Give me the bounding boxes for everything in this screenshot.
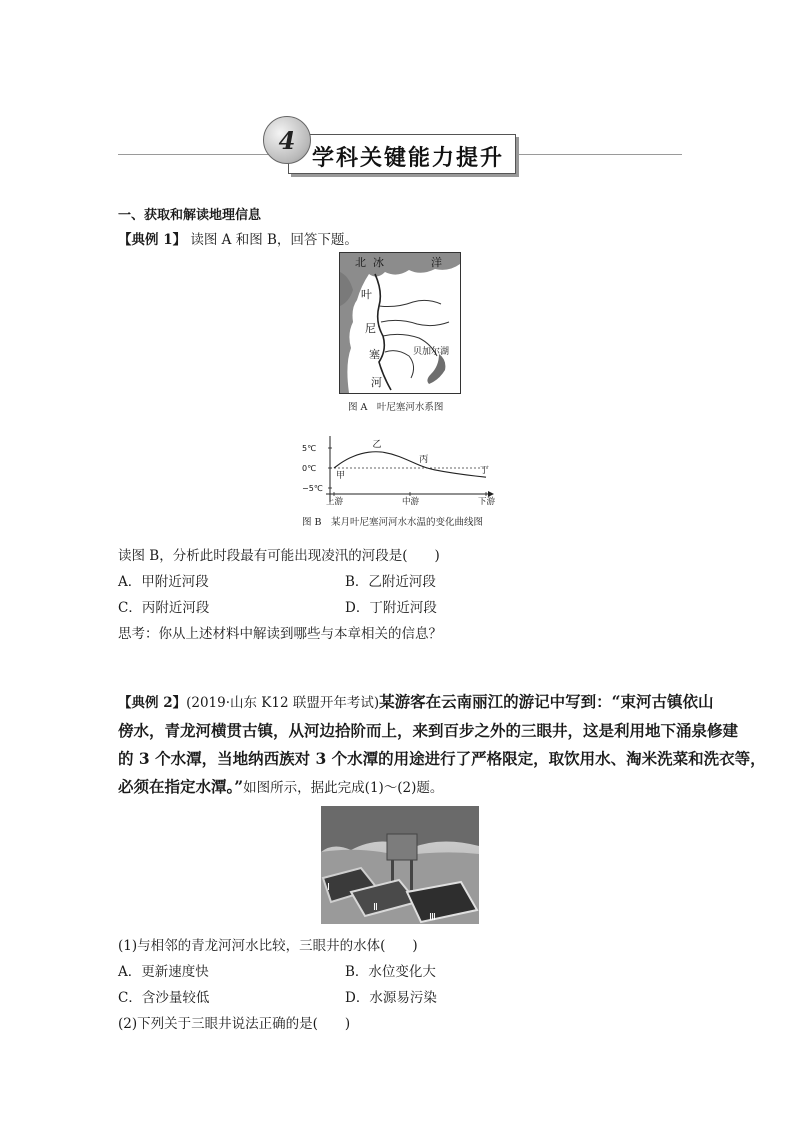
- photo-label-3: Ⅲ: [429, 912, 436, 923]
- q1-option-d: D．水源易污染: [345, 990, 437, 1006]
- option-c: C．丙附近河段: [118, 600, 210, 616]
- option-b: B．乙附近河段: [345, 574, 436, 590]
- option-a: A．甲附近河段: [118, 574, 209, 590]
- option-d: D．丁附近河段: [345, 600, 437, 616]
- section-number: 4: [278, 125, 296, 155]
- map-a-caption: 图 A 叶尼塞河水系图: [348, 402, 444, 413]
- map-a-label-r2: 尼: [365, 322, 376, 335]
- photo-label-1: Ⅰ: [327, 882, 330, 893]
- photo-signboard: [387, 834, 417, 860]
- example1-tag: 【典例 1】: [118, 232, 187, 248]
- chart-b: [300, 432, 500, 510]
- example1-prompt: 读图 A 和图 B，回答下题。: [190, 232, 358, 248]
- map-a-label-sea2: 冰: [373, 256, 384, 269]
- chart-b-curve: [334, 452, 486, 477]
- chart-b-point-label: 丙: [419, 455, 429, 465]
- think-prompt: 思考：你从上述材料中解读到哪些与本章相关的信息？: [118, 626, 442, 642]
- q1-text: (1)与相邻的青龙河河水比较，三眼井的水体( ): [118, 938, 418, 954]
- chart-b-point-label: 丁: [480, 466, 490, 477]
- photo-sign-post-right: [410, 860, 413, 890]
- example2-line-2: 傍水，青龙河横贯古镇，从河边拾阶而上，来到百步之外的三眼井，这是利用地下涌泉修建: [118, 721, 739, 740]
- example2-line-3: 的 3 个水潭，当地纳西族对 3 个水潭的用途进行了严格限定，取饮用水、淘米洗菜和洗衣等，: [118, 749, 766, 768]
- map-a-label-r1: 叶: [361, 288, 372, 301]
- chart-b-point-label: 乙: [372, 440, 382, 451]
- map-a-label-sea3: 洋: [431, 256, 442, 269]
- example2-line-4: [118, 773, 698, 802]
- header-rule-left: [118, 154, 288, 155]
- section-number-badge: [263, 116, 311, 164]
- chart-b-marks: [302, 439, 496, 507]
- header-rule-right: [516, 154, 682, 155]
- chart-b-x-tick-label: 下游: [478, 497, 496, 507]
- chart-b-y-tick-label: −5℃: [302, 484, 323, 493]
- example2-paragraph: [118, 688, 766, 802]
- section-heading: 一、获取和解读地理信息: [118, 208, 262, 223]
- map-a-figure: [339, 252, 461, 394]
- map-a-label-sea1: 北: [355, 256, 366, 269]
- page-title: 学科关键能力提升: [312, 146, 505, 171]
- map-a-label-lake: 贝加尔湖: [413, 347, 450, 357]
- example2-lead: 如图所示，据此完成(1)～(2)题。: [243, 780, 444, 796]
- example1-line: [118, 228, 358, 248]
- chart-b-x-tick-label: 上游: [326, 497, 344, 507]
- map-a-label-r4: 河: [371, 376, 382, 389]
- q1-option-b: B．水位变化大: [345, 964, 436, 980]
- chart-b-point-label: 甲: [336, 471, 346, 481]
- chart-b-y-tick-label: 5℃: [302, 444, 317, 453]
- example2-text-1: 某游客在云南丽江的游记中写到：“束河古镇依山: [379, 692, 714, 711]
- q1-option-a: A．更新速度快: [118, 964, 209, 980]
- chart-b-y-tick-label: 0℃: [302, 464, 317, 473]
- q1-option-c: C．含沙量较低: [118, 990, 210, 1006]
- chart-b-caption: 图 B 某月叶尼塞河河水水温的变化曲线图: [302, 517, 484, 528]
- chart-b-x-tick-label: 中游: [402, 497, 420, 507]
- q2-text: (2)下列关于三眼井说法正确的是( ): [118, 1016, 351, 1032]
- three-wells-photo: [321, 806, 479, 924]
- map-a-label-r3: 塞: [369, 348, 380, 361]
- photo-label-2: Ⅱ: [373, 902, 378, 913]
- example2-line-1: [118, 688, 714, 717]
- example2-source: (2019·山东 K12 联盟开年考试): [186, 695, 380, 711]
- example2-tag: 【典例 2】: [118, 695, 187, 711]
- example1-question: 读图 B，分析此时段最有可能出现凌汛的河段是( ): [118, 548, 440, 564]
- example2-text-4: 必须在指定水潭。”: [118, 777, 244, 796]
